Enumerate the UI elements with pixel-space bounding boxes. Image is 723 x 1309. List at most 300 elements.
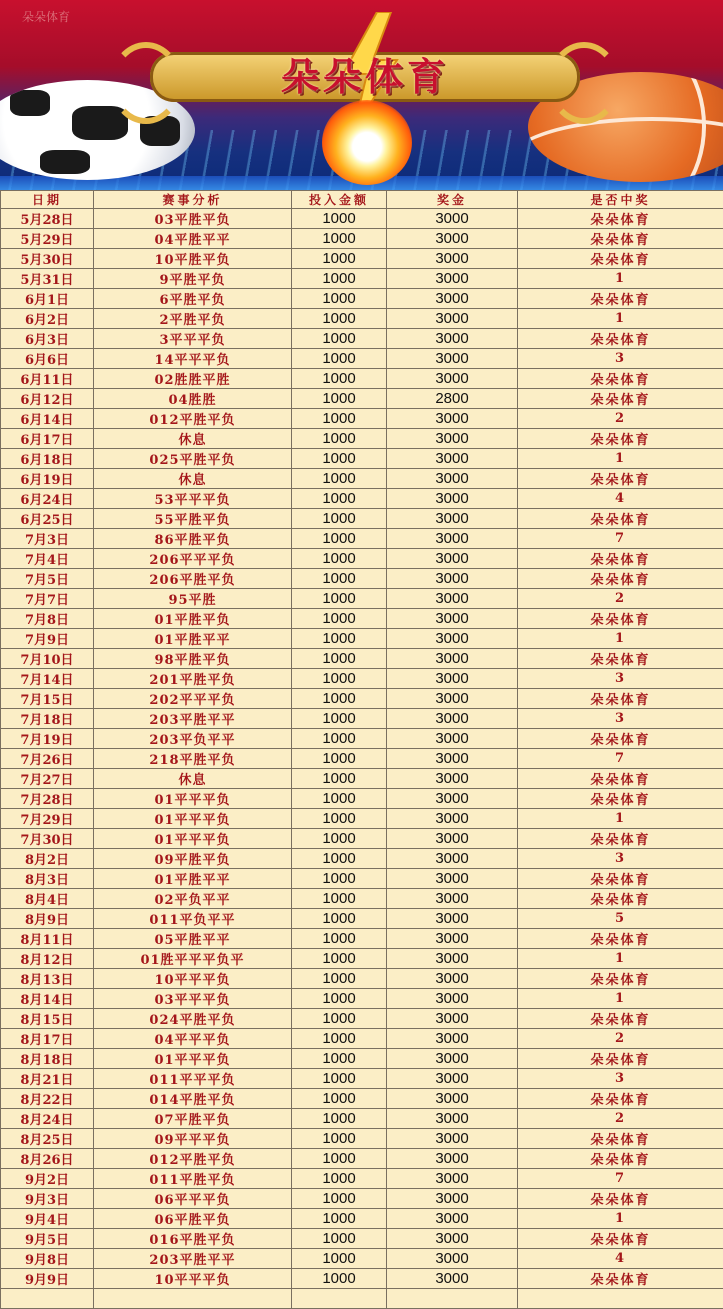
cell-date: 7月14日 [1,669,94,689]
cell-stake: 1000 [292,1209,387,1229]
cell-result: 4 [518,489,723,509]
cell-stake: 1000 [292,709,387,729]
cell-match-analysis: 14平平平负 [94,349,292,369]
cell-date: 8月11日 [1,929,94,949]
cell-stake: 1000 [292,1069,387,1089]
cell-date: 6月19日 [1,469,94,489]
cell-stake: 1000 [292,549,387,569]
cell-stake: 1000 [292,649,387,669]
cell-date: 7月9日 [1,629,94,649]
cell-result: 3 [518,709,723,729]
cell-date: 7月7日 [1,589,94,609]
table-row [1,349,723,369]
cell-date: 8月9日 [1,909,94,929]
cell-stake: 1000 [292,1109,387,1129]
cell-result: 朵朵体育 [518,789,723,809]
cell-stake: 1000 [292,249,387,269]
cell-match-analysis: 03平胜平负 [94,209,292,229]
table-row [1,429,723,449]
table-row [1,769,723,789]
cell-result: 1 [518,1209,723,1229]
table-row [1,849,723,869]
cell-result: 朵朵体育 [518,769,723,789]
cell-stake: 1000 [292,1169,387,1189]
cell-result: 朵朵体育 [518,1049,723,1069]
cell-date: 8月3日 [1,869,94,889]
cell-prize: 3000 [387,1049,518,1069]
cell-prize: 3000 [387,889,518,909]
cell-match-analysis: 01平平平负 [94,1049,292,1069]
cell-stake: 1000 [292,809,387,829]
cell-match-analysis: 01平平平负 [94,829,292,849]
cell-prize: 3000 [387,769,518,789]
cell-stake: 1000 [292,909,387,929]
cell-date: 8月15日 [1,1009,94,1029]
cell-prize: 3000 [387,269,518,289]
cell-match-analysis: 025平胜平负 [94,449,292,469]
cell-match-analysis: 202平平平负 [94,689,292,709]
table-row [1,749,723,769]
cell-match-analysis: 06平胜平负 [94,1209,292,1229]
cell-result: 3 [518,849,723,869]
cell-date: 7月18日 [1,709,94,729]
cell-prize: 3000 [387,909,518,929]
cell-prize: 3000 [387,1029,518,1049]
cell-prize: 3000 [387,1249,518,1269]
cell-empty [292,1289,387,1309]
cell-stake: 1000 [292,229,387,249]
table-row [1,289,723,309]
cell-match-analysis: 011平胜平负 [94,1169,292,1189]
cell-result: 朵朵体育 [518,929,723,949]
cell-date: 8月22日 [1,1089,94,1109]
cell-date: 6月17日 [1,429,94,449]
cell-date: 5月29日 [1,229,94,249]
cell-match-analysis: 014平胜平负 [94,1089,292,1109]
cell-date: 8月2日 [1,849,94,869]
cell-prize: 3000 [387,1269,518,1289]
cell-match-analysis: 95平胜 [94,589,292,609]
table-row [1,589,723,609]
cell-prize: 3000 [387,929,518,949]
cell-prize: 3000 [387,1189,518,1209]
table-row [1,1269,723,1289]
cell-prize: 3000 [387,369,518,389]
cell-prize: 3000 [387,849,518,869]
cell-prize: 3000 [387,789,518,809]
cell-match-analysis: 01平胜平负 [94,609,292,629]
cell-prize: 3000 [387,689,518,709]
cell-match-analysis: 012平胜平负 [94,1149,292,1169]
table-row [1,1029,723,1049]
cell-date: 9月8日 [1,1249,94,1269]
cell-result: 朵朵体育 [518,569,723,589]
cell-result: 1 [518,809,723,829]
table-row [1,949,723,969]
cell-prize: 3000 [387,289,518,309]
cell-prize: 3000 [387,829,518,849]
cell-prize: 3000 [387,509,518,529]
cell-empty [94,1289,292,1309]
cell-match-analysis: 218平胜平负 [94,749,292,769]
cell-match-analysis: 休息 [94,429,292,449]
cell-match-analysis: 9平胜平负 [94,269,292,289]
table-row [1,809,723,829]
cell-result: 1 [518,449,723,469]
cell-match-analysis: 024平胜平负 [94,1009,292,1029]
cell-date: 6月3日 [1,329,94,349]
cell-date: 8月4日 [1,889,94,909]
table-row [1,629,723,649]
cell-date: 7月30日 [1,829,94,849]
cell-stake: 1000 [292,989,387,1009]
cell-stake: 1000 [292,689,387,709]
cell-match-analysis: 2平胜平负 [94,309,292,329]
cell-match-analysis: 04平胜平平 [94,229,292,249]
cell-prize: 3000 [387,1149,518,1169]
table-row [1,1129,723,1149]
cell-date: 9月4日 [1,1209,94,1229]
cell-stake: 1000 [292,829,387,849]
cell-stake: 1000 [292,1189,387,1209]
table-row [1,1209,723,1229]
cell-match-analysis: 01平平平负 [94,809,292,829]
cell-date: 7月5日 [1,569,94,589]
header-stake: 投入金额 [292,191,387,209]
table-header-row [1,191,723,209]
cell-match-analysis: 98平胜平负 [94,649,292,669]
cell-date: 6月1日 [1,289,94,309]
page-title: 朵朵体育 [150,52,580,102]
cell-date: 8月17日 [1,1029,94,1049]
cell-date: 7月15日 [1,689,94,709]
cell-stake: 1000 [292,329,387,349]
cell-prize: 3000 [387,469,518,489]
table-row [1,729,723,749]
cell-prize: 3000 [387,589,518,609]
cell-date: 6月11日 [1,369,94,389]
cell-result: 2 [518,409,723,429]
flaming-ball-icon [322,100,412,185]
cell-stake: 1000 [292,1049,387,1069]
table-row [1,329,723,349]
cell-stake: 1000 [292,849,387,869]
cell-empty [1,1289,94,1309]
cell-prize: 3000 [387,529,518,549]
cell-result: 朵朵体育 [518,209,723,229]
cell-prize: 3000 [387,449,518,469]
cell-match-analysis: 203平负平平 [94,729,292,749]
table-row [1,649,723,669]
cell-stake: 1000 [292,529,387,549]
cell-stake: 1000 [292,889,387,909]
cell-stake: 1000 [292,769,387,789]
table-row [1,369,723,389]
cell-stake: 1000 [292,509,387,529]
table-row [1,789,723,809]
cell-result: 2 [518,1109,723,1129]
cell-stake: 1000 [292,1029,387,1049]
cell-match-analysis: 10平平平负 [94,969,292,989]
cell-stake: 1000 [292,1149,387,1169]
table-row [1,489,723,509]
cell-stake: 1000 [292,589,387,609]
cell-result: 朵朵体育 [518,609,723,629]
cell-prize: 3000 [387,649,518,669]
table-row [1,609,723,629]
cell-result: 4 [518,1249,723,1269]
cell-prize: 3000 [387,209,518,229]
cell-match-analysis: 05平胜平平 [94,929,292,949]
cell-date: 8月25日 [1,1129,94,1149]
cell-stake: 1000 [292,1009,387,1029]
cell-result: 朵朵体育 [518,389,723,409]
cell-match-analysis: 012平胜平负 [94,409,292,429]
cell-match-analysis: 01平胜平平 [94,869,292,889]
cell-match-analysis: 011平平平负 [94,1069,292,1089]
cell-prize: 3000 [387,329,518,349]
cell-result: 朵朵体育 [518,869,723,889]
table-row [1,309,723,329]
table-row [1,989,723,1009]
betting-record-table [0,190,723,1309]
cell-match-analysis: 休息 [94,469,292,489]
cell-date: 9月3日 [1,1189,94,1209]
cell-result: 5 [518,909,723,929]
cell-match-analysis: 01平胜平平 [94,629,292,649]
cell-stake: 1000 [292,569,387,589]
cell-result: 2 [518,1029,723,1049]
table-row [1,929,723,949]
table-row [1,969,723,989]
cell-result: 1 [518,269,723,289]
cell-match-analysis: 53平平平负 [94,489,292,509]
cell-date: 8月14日 [1,989,94,1009]
cell-stake: 1000 [292,1229,387,1249]
cell-stake: 1000 [292,629,387,649]
header-match-analysis: 赛事分析 [94,191,292,209]
cell-stake: 1000 [292,609,387,629]
cell-result: 朵朵体育 [518,549,723,569]
cell-date: 6月18日 [1,449,94,469]
cell-result: 朵朵体育 [518,969,723,989]
cell-stake: 1000 [292,449,387,469]
cell-match-analysis: 206平平平负 [94,549,292,569]
cell-result: 朵朵体育 [518,249,723,269]
table-row [1,229,723,249]
table-row [1,889,723,909]
cell-stake: 1000 [292,949,387,969]
cell-empty [518,1289,723,1309]
cell-date: 6月12日 [1,389,94,409]
cell-result: 1 [518,949,723,969]
cell-result: 朵朵体育 [518,509,723,529]
cell-result: 7 [518,1169,723,1189]
cell-stake: 1000 [292,1249,387,1269]
cell-prize: 3000 [387,1089,518,1109]
table-row [1,529,723,549]
cell-prize: 3000 [387,489,518,509]
cell-stake: 1000 [292,789,387,809]
cell-match-analysis: 201平胜平负 [94,669,292,689]
table-row [1,1089,723,1109]
cell-match-analysis: 02胜胜平胜 [94,369,292,389]
cell-match-analysis: 02平负平平 [94,889,292,909]
cell-date: 8月26日 [1,1149,94,1169]
cell-prize: 3000 [387,869,518,889]
cell-stake: 1000 [292,269,387,289]
cell-prize: 3000 [387,809,518,829]
table-row [1,269,723,289]
table-row [1,1069,723,1089]
cell-prize: 3000 [387,1109,518,1129]
cell-match-analysis: 203平胜平平 [94,1249,292,1269]
cell-result: 朵朵体育 [518,1149,723,1169]
cell-date: 8月12日 [1,949,94,969]
cell-match-analysis: 86平胜平负 [94,529,292,549]
cell-stake: 1000 [292,389,387,409]
cell-stake: 1000 [292,1269,387,1289]
table-row [1,1049,723,1069]
cell-stake: 1000 [292,969,387,989]
cell-date: 7月29日 [1,809,94,829]
cell-stake: 1000 [292,1089,387,1109]
cell-stake: 1000 [292,729,387,749]
cell-prize: 3000 [387,709,518,729]
cell-match-analysis: 06平平平负 [94,1189,292,1209]
cell-date: 6月24日 [1,489,94,509]
cell-result: 3 [518,349,723,369]
cell-stake: 1000 [292,209,387,229]
cell-result: 朵朵体育 [518,729,723,749]
cell-stake: 1000 [292,869,387,889]
table-row [1,1009,723,1029]
cell-date: 8月13日 [1,969,94,989]
cell-result: 1 [518,629,723,649]
cell-match-analysis: 03平平平负 [94,989,292,1009]
cell-prize: 3000 [387,549,518,569]
cell-date: 9月9日 [1,1269,94,1289]
cell-match-analysis: 55平胜平负 [94,509,292,529]
brand-watermark: 朵朵体育 [22,8,70,25]
cell-prize: 3000 [387,569,518,589]
cell-result: 朵朵体育 [518,329,723,349]
cell-result: 3 [518,669,723,689]
cell-stake: 1000 [292,409,387,429]
cell-match-analysis: 01胜平平平负平 [94,949,292,969]
cell-match-analysis: 10平平平负 [94,1269,292,1289]
table-row [1,209,723,229]
table-row [1,1229,723,1249]
cell-stake: 1000 [292,669,387,689]
cell-prize: 3000 [387,949,518,969]
cell-match-analysis: 3平平平负 [94,329,292,349]
cell-date: 7月10日 [1,649,94,669]
cell-result: 朵朵体育 [518,1089,723,1109]
table-row [1,409,723,429]
cell-match-analysis: 07平胜平负 [94,1109,292,1129]
cell-prize: 3000 [387,349,518,369]
cell-stake: 1000 [292,349,387,369]
cell-result: 朵朵体育 [518,429,723,449]
cell-prize: 3000 [387,1169,518,1189]
cell-empty [387,1289,518,1309]
cell-result: 7 [518,749,723,769]
cell-match-analysis: 04平平平负 [94,1029,292,1049]
cell-date: 7月27日 [1,769,94,789]
cell-result: 1 [518,309,723,329]
cell-prize: 3000 [387,1129,518,1149]
cell-result: 朵朵体育 [518,689,723,709]
cell-date: 7月3日 [1,529,94,549]
cell-match-analysis: 6平胜平负 [94,289,292,309]
table-row [1,449,723,469]
cell-match-analysis: 04胜胜 [94,389,292,409]
cell-prize: 3000 [387,229,518,249]
cell-date: 8月24日 [1,1109,94,1129]
cell-result: 朵朵体育 [518,229,723,249]
cell-prize: 3000 [387,629,518,649]
cell-stake: 1000 [292,489,387,509]
cell-match-analysis: 09平胜平负 [94,849,292,869]
cell-result: 朵朵体育 [518,649,723,669]
cell-prize: 3000 [387,969,518,989]
table-row [1,669,723,689]
cell-prize: 3000 [387,989,518,1009]
cell-date: 5月30日 [1,249,94,269]
cell-date: 7月8日 [1,609,94,629]
cell-date: 6月14日 [1,409,94,429]
table-row [1,709,723,729]
cell-date: 9月5日 [1,1229,94,1249]
cell-match-analysis: 206平胜平负 [94,569,292,589]
table-row [1,1249,723,1269]
cell-result: 朵朵体育 [518,889,723,909]
table-row [1,549,723,569]
cell-match-analysis: 011平负平平 [94,909,292,929]
table-row [1,829,723,849]
cell-match-analysis: 09平平平负 [94,1129,292,1149]
cell-stake: 1000 [292,749,387,769]
cell-prize: 3000 [387,1009,518,1029]
cell-result: 2 [518,589,723,609]
table-row [1,1109,723,1129]
cell-date: 7月4日 [1,549,94,569]
cell-prize: 2800 [387,389,518,409]
cell-date: 8月21日 [1,1069,94,1089]
cell-result: 朵朵体育 [518,289,723,309]
table-row [1,469,723,489]
cell-result: 朵朵体育 [518,1129,723,1149]
cell-stake: 1000 [292,309,387,329]
cell-date: 9月2日 [1,1169,94,1189]
cell-result: 朵朵体育 [518,1229,723,1249]
cell-result: 1 [518,989,723,1009]
cell-stake: 1000 [292,469,387,489]
cell-prize: 3000 [387,669,518,689]
cell-date: 7月28日 [1,789,94,809]
cell-match-analysis: 10平胜平负 [94,249,292,269]
cell-date: 6月2日 [1,309,94,329]
cell-match-analysis: 203平胜平平 [94,709,292,729]
table-row [1,1189,723,1209]
cell-result: 朵朵体育 [518,1269,723,1289]
cell-date: 8月18日 [1,1049,94,1069]
cell-date: 7月19日 [1,729,94,749]
cell-result: 朵朵体育 [518,469,723,489]
header-prize: 奖金 [387,191,518,209]
cell-stake: 1000 [292,289,387,309]
